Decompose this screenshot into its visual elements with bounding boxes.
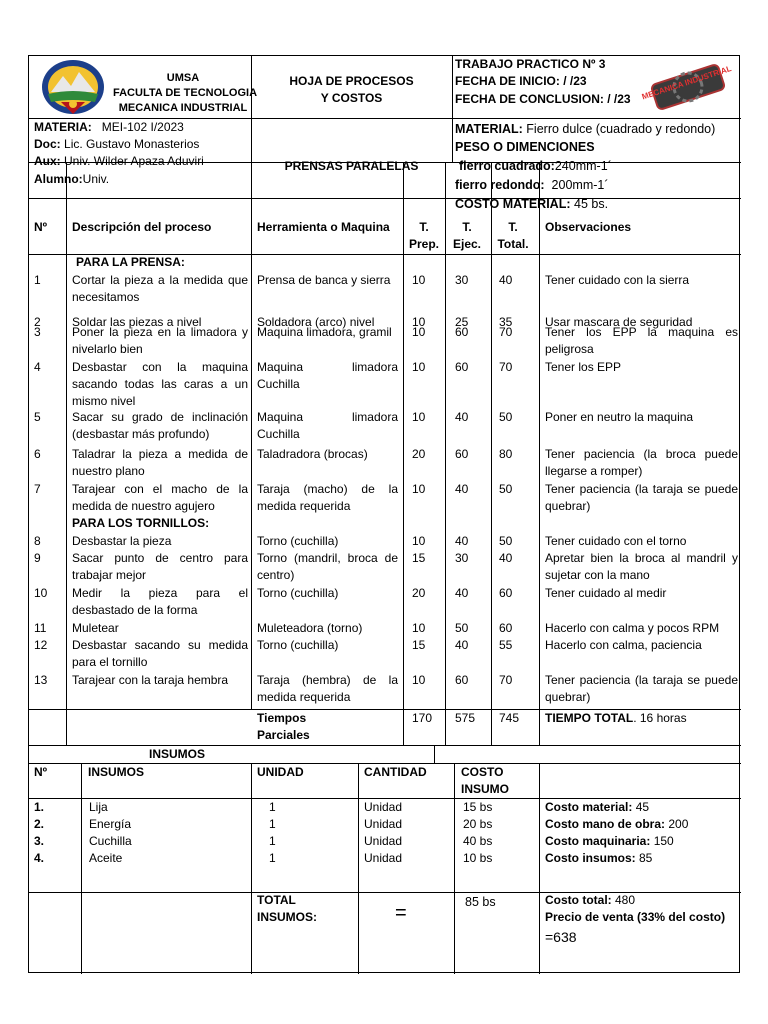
supply-name: Aceite: [89, 851, 123, 865]
supplies-total-value: 85 bs: [465, 895, 496, 909]
teacher-line: Doc: Lic. Gustavo Monasterios: [34, 137, 200, 151]
end-date: FECHA DE CONCLUSION: / /23: [455, 92, 631, 106]
step-prep-time: 15: [412, 551, 426, 565]
col-header-description: Descripción del proceso: [72, 220, 212, 234]
step-exec-time: 40: [455, 638, 469, 652]
total-time: TIEMPO TOTAL. 16 horas: [545, 711, 687, 725]
supply-name: Energía: [89, 817, 132, 831]
step-description: Desbastar sacando su medida para el tornillo: [72, 638, 248, 669]
step-number: 10: [34, 586, 48, 600]
divider: [81, 763, 82, 974]
partial-prep-total: 170: [412, 711, 433, 725]
supply-cost: 40 bs: [463, 834, 493, 848]
square-iron-line: fierro cuadrado:240mm-1´: [459, 159, 612, 173]
supply-quantity: Unidad: [364, 851, 403, 865]
total-cost-line: Costo total: 480: [545, 893, 636, 907]
supply-unit: 1: [269, 851, 276, 865]
step-description: Poner la pieza en la limadora y nivelarlo bien: [72, 325, 248, 356]
cost-summary: Costo material: 45 Costo mano de obra: 200 Costo maquinaria: 150 Costo insumos: 85: [545, 800, 689, 865]
step-total-time: 50: [499, 534, 513, 548]
step-observation: Tener paciencia (la taraja se puede quebrar): [545, 482, 738, 513]
step-exec-time: 60: [455, 447, 469, 461]
step-description: Medir la pieza para el desbastado de la forma: [72, 586, 248, 617]
step-prep-time: 10: [412, 482, 426, 496]
step-observation: Tener cuidado al medir: [545, 586, 667, 600]
step-exec-time: 40: [455, 586, 469, 600]
sale-price-label: Precio de venta (33% del costo): [545, 910, 726, 924]
step-exec-time: 60: [455, 325, 469, 339]
supplies-total-label: TOTAL INSUMOS:: [257, 893, 317, 924]
step-prep-time: 10: [412, 410, 426, 424]
step-number: 1: [34, 273, 41, 287]
step-number: 3: [34, 325, 41, 339]
step-number: 4: [34, 360, 41, 374]
supplies-col-name: INSUMOS: [88, 765, 145, 779]
supply-number: 2.: [34, 817, 45, 831]
sale-price-value: =638: [545, 929, 577, 945]
step-tool: Torno (cuchilla): [257, 586, 339, 600]
col-header-tool: Herramienta o Maquina: [257, 220, 390, 234]
step-description: Taladrar la pieza a medida de nuestro plano: [72, 447, 248, 478]
step-observation: Tener cuidado con el torno: [545, 534, 687, 548]
supplies-col-quantity: CANTIDAD: [364, 765, 427, 779]
supply-quantity: Unidad: [364, 817, 403, 831]
step-tool: Taladradora (brocas): [257, 447, 368, 461]
subject-line: MATERIA: MEI-102 I/2023: [34, 120, 184, 134]
divider: [445, 162, 446, 745]
step-number: 13: [34, 673, 48, 687]
step-number: 2: [34, 315, 41, 329]
step-total-time: 80: [499, 447, 513, 461]
step-prep-time: 10: [412, 360, 426, 374]
step-description: Soldar las piezas a nivel: [72, 315, 202, 329]
step-total-time: 40: [499, 273, 513, 287]
step-exec-time: 40: [455, 534, 469, 548]
step-prep-time: 10: [412, 534, 426, 548]
step-tool: Muleteadora (torno): [257, 621, 363, 635]
step-tool: Torno (cuchilla): [257, 638, 339, 652]
step-observation: Tener paciencia (la broca puede llegarse a romper): [545, 447, 738, 478]
step-tool: Taraja (hembra) de la medida requerida: [257, 673, 398, 704]
supply-quantity: Unidad: [364, 834, 403, 848]
start-date: FECHA DE INICIO: / /23: [455, 74, 587, 88]
supplies-col-number: Nº: [34, 765, 48, 779]
supply-quantity: Unidad: [364, 800, 403, 814]
divider: [403, 162, 404, 745]
supply-unit: 1: [269, 817, 276, 831]
col-header-total: T. Total.: [497, 220, 529, 251]
supply-number: 4.: [34, 851, 45, 865]
divider: [539, 763, 540, 974]
divider: [454, 763, 455, 974]
logo-text: MECANICA INDUSTRIAL: [640, 63, 733, 102]
step-description: Cortar la pieza a la medida que necesitamos: [72, 273, 248, 304]
divider: [358, 763, 359, 974]
material-cost-line: COSTO MATERIAL: 45 bs.: [455, 197, 609, 211]
supply-unit: 1: [269, 800, 276, 814]
step-total-time: 60: [499, 586, 513, 600]
section-press: PARA LA PRENSA:: [76, 255, 185, 269]
round-iron-line: fierro redondo: 200mm-1´: [455, 178, 609, 192]
student-line: Alumno:Univ.: [34, 172, 110, 186]
step-number: 9: [34, 551, 41, 565]
practice-title: TRABAJO PRACTICO Nº 3: [455, 57, 606, 71]
step-prep-time: 10: [412, 273, 426, 287]
step-observation: Hacerlo con calma y pocos RPM: [545, 621, 720, 635]
supplies-title: INSUMOS: [149, 747, 206, 761]
step-exec-time: 40: [455, 410, 469, 424]
step-prep-time: 10: [412, 325, 426, 339]
process-sheet: [28, 55, 740, 973]
partial-times-label: Tiempos Parciales: [257, 711, 310, 742]
step-tool: Maquina limadora Cuchilla: [257, 360, 398, 391]
divider: [491, 162, 492, 745]
col-header-exec: T. Ejec.: [452, 220, 482, 251]
step-prep-time: 10: [412, 673, 426, 687]
step-total-time: 50: [499, 410, 513, 424]
document-title: HOJA DE PROCESOS Y COSTOS: [289, 74, 414, 105]
partial-grand-total: 745: [499, 711, 520, 725]
supply-number: 3.: [34, 834, 45, 848]
divider: [434, 745, 435, 763]
step-total-time: 40: [499, 551, 513, 565]
col-header-prep: T. Prep.: [408, 220, 439, 251]
col-header-number: Nº: [34, 220, 48, 234]
step-prep-time: 20: [412, 586, 426, 600]
step-tool: Torno (cuchilla): [257, 534, 339, 548]
step-exec-time: 30: [455, 273, 469, 287]
step-prep-time: 15: [412, 638, 426, 652]
step-total-time: 55: [499, 638, 513, 652]
step-description: Sacar su grado de inclinación (desbastar más profundo): [72, 410, 248, 441]
step-exec-time: 25: [455, 315, 469, 329]
step-prep-time: 10: [412, 621, 426, 635]
step-observation: Tener paciencia (la taraja se puede quebrar): [545, 673, 738, 704]
step-number: 11: [34, 621, 47, 635]
institution-name: UMSA FACULTA DE TECNOLOGIA MECANICA INDUSTRIAL: [113, 72, 258, 114]
supply-number: 1.: [34, 800, 45, 814]
step-total-time: 50: [499, 482, 513, 496]
step-total-time: 70: [499, 673, 513, 687]
step-number: 5: [34, 410, 41, 424]
step-total-time: 60: [499, 621, 513, 635]
step-number: 12: [34, 638, 48, 652]
step-tool: Maquina limadora, gramil: [257, 325, 392, 339]
project-name: PRENSAS PARALELAS: [284, 159, 419, 173]
step-number: 6: [34, 447, 41, 461]
step-observation: Tener los EPP la maquina es peligrosa: [545, 325, 738, 356]
step-tool: Taraja (macho) de la medida requerida: [257, 482, 398, 513]
mecanica-industrial-logo: [640, 60, 733, 114]
step-total-time: 70: [499, 325, 513, 339]
umsa-crest-logo: [39, 58, 107, 116]
divider: [66, 162, 67, 745]
step-tool: Prensa de banca y sierra: [257, 273, 391, 287]
step-observation: Hacerlo con calma, paciencia: [545, 638, 702, 652]
equals-sign: =: [395, 902, 407, 924]
supply-cost: 15 bs: [463, 800, 493, 814]
divider: [452, 56, 453, 162]
supply-cost: 20 bs: [463, 817, 493, 831]
partial-exec-total: 575: [455, 711, 476, 725]
supplies-col-cost: COSTO INSUMO: [461, 765, 509, 796]
section-screws: PARA LOS TORNILLOS:: [72, 516, 210, 530]
step-tool: Torno (mandril, broca de centro): [257, 551, 398, 582]
step-tool: Maquina limadora Cuchilla: [257, 410, 398, 441]
supply-unit: 1: [269, 834, 276, 848]
weight-title: PESO O DIMENCIONES: [455, 140, 595, 154]
supply-cost: 10 bs: [463, 851, 493, 865]
step-observation: Tener los EPP: [545, 360, 622, 374]
supply-name: Cuchilla: [89, 834, 132, 848]
step-exec-time: 40: [455, 482, 469, 496]
step-description: Tarajear con el macho de la medida de nuestro agujero: [72, 482, 248, 513]
step-tool: Soldadora (arco) nivel: [257, 315, 375, 329]
step-description: Desbastar con la maquina sacando todas las caras a un mismo nivel: [72, 360, 248, 408]
step-prep-time: 20: [412, 447, 426, 461]
divider: [29, 745, 741, 746]
step-exec-time: 30: [455, 551, 469, 565]
divider: [251, 763, 252, 974]
step-observation: Usar mascara de seguridad: [545, 315, 693, 329]
col-header-observations: Observaciones: [545, 220, 632, 234]
step-observation: Tener cuidado con la sierra: [545, 273, 690, 287]
step-description: Muletear: [72, 621, 119, 635]
step-prep-time: 10: [412, 315, 426, 329]
step-total-time: 35: [499, 315, 513, 329]
material-line: MATERIAL: Fierro dulce (cuadrado y redondo): [455, 122, 716, 136]
step-description: Desbastar la pieza: [72, 534, 172, 548]
step-exec-time: 60: [455, 673, 469, 687]
step-observation: Apretar bien la broca al mandril y sujetar con la mano: [545, 551, 738, 582]
step-description: Tarajear con la taraja hembra: [72, 673, 229, 687]
step-description: Sacar punto de centro para trabajar mejor: [72, 551, 248, 582]
divider: [29, 198, 741, 199]
step-number: 7: [34, 482, 41, 496]
step-exec-time: 50: [455, 621, 469, 635]
step-observation: Poner en neutro la maquina: [545, 410, 694, 424]
supplies-col-unit: UNIDAD: [257, 765, 304, 779]
assistant-line: Aux: Univ. Wilder Apaza Aduviri: [34, 154, 204, 168]
divider: [539, 162, 540, 745]
step-total-time: 70: [499, 360, 513, 374]
step-exec-time: 60: [455, 360, 469, 374]
step-number: 8: [34, 534, 41, 548]
supply-name: Lija: [89, 800, 108, 814]
divider: [251, 56, 252, 709]
